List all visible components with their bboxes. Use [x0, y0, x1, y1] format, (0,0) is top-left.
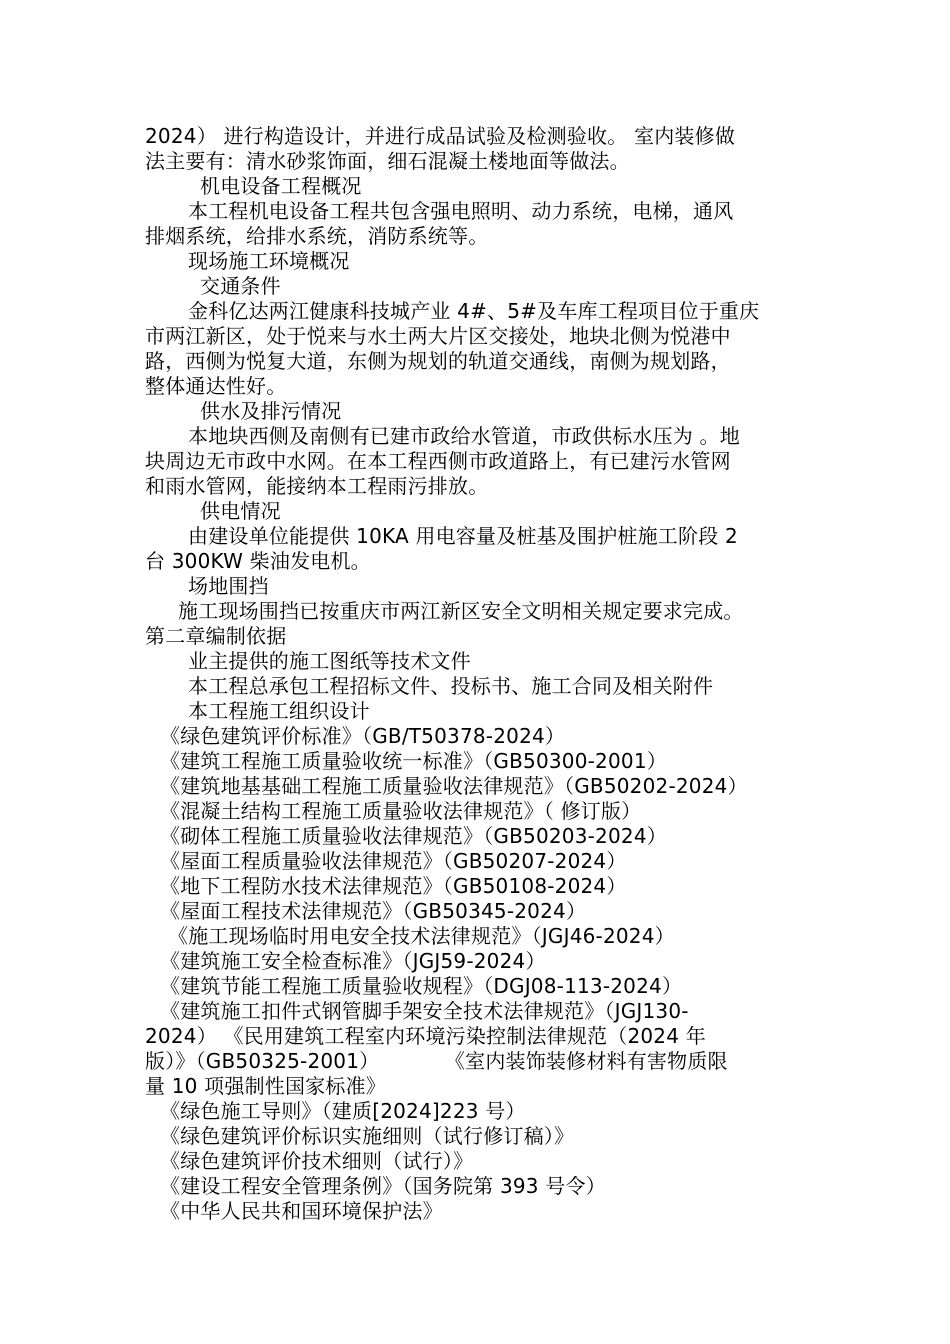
text-line-9: 市两江新区，处于悦来与水土两大片区交接处，地块北侧为悦港中 — [145, 324, 731, 348]
standard-item-9: 《施工现场临时用电安全技术法律规范》（JGJ46-2024） — [168, 924, 675, 948]
text-line-14: 块周边无市政中水网。在本工程西侧市政道路上，有已建污水管网 — [145, 449, 731, 473]
sub-heading-power: 供电情况 — [200, 499, 281, 523]
text-line-4: 本工程机电设备工程共包含强电照明、动力系统，电梯，通风 — [188, 199, 734, 223]
text-line-13: 本地块西侧及南侧有已建市政给水管道，市政供标水压为 。地 — [188, 424, 740, 448]
standard-item-14: 版）》（GB50325-2001） 《室内装饰装修材料有害物质限 — [145, 1049, 728, 1073]
sub-heading-traffic: 交通条件 — [200, 274, 281, 298]
text-line-5: 排烟系统，给排水系统，消防系统等。 — [145, 224, 489, 248]
standard-item-18: 《绿色建筑评价技术细则（试行）》 — [160, 1149, 474, 1173]
basis-item-2: 本工程总承包工程招标文件、投标书、施工合同及相关附件 — [188, 674, 714, 698]
standard-item-20: 《中华人民共和国环境保护法》 — [160, 1199, 443, 1223]
standard-item-15: 量 10 项强制性国家标准》 — [145, 1074, 386, 1098]
text-line-20: 施工现场围挡已按重庆市两江新区安全文明相关规定要求完成。 — [178, 599, 744, 623]
standard-item-3: 《建筑地基基础工程施工质量验收法律规范》（GB50202-2024） — [160, 774, 748, 798]
text-line-10: 路，西侧为悦复大道，东侧为规划的轨道交通线，南侧为规划路， — [145, 349, 731, 373]
standard-item-11: 《建筑节能工程施工质量验收规程》（DGJ08-113-2024） — [160, 974, 683, 998]
standard-item-17: 《绿色建筑评价标识实施细则（试行修订稿）》 — [160, 1124, 575, 1148]
standard-item-10: 《建筑施工安全检查标准》（JGJ59-2024） — [160, 949, 546, 973]
basis-item-1: 业主提供的施工图纸等技术文件 — [188, 649, 471, 673]
standard-item-16: 《绿色施工导则》（建质[2024]223 号） — [160, 1099, 526, 1123]
standard-item-13: 2024） 《民用建筑工程室内环境污染控制法律规范（2024 年 — [145, 1024, 706, 1048]
text-line-18: 台 300KW 柴油发电机。 — [145, 549, 371, 573]
text-line-1: 2024） 进行构造设计，并进行成品试验及检测验收。 室内装修做 — [145, 124, 736, 148]
text-line-8: 金科亿达两江健康科技城产业 4#、5#及车库工程项目位于重庆 — [188, 299, 760, 323]
text-line-11: 整体通达性好。 — [145, 374, 287, 398]
standard-item-7: 《地下工程防水技术法律规范》（GB50108-2024） — [160, 874, 627, 898]
standard-item-12: 《建筑施工扣件式钢管脚手架安全技术法律规范》（JGJ130- — [160, 999, 689, 1023]
text-line-2: 法主要有：清水砂浆饰面，细石混凝土楼地面等做法。 — [145, 149, 630, 173]
standard-item-6: 《屋面工程质量验收法律规范》（GB50207-2024） — [160, 849, 627, 873]
standard-item-1: 《绿色建筑评价标准》（GB/T50378-2024） — [160, 724, 566, 748]
sub-heading-fence: 场地围挡 — [188, 574, 269, 598]
basis-item-3: 本工程施工组织设计 — [188, 699, 370, 723]
sub-heading-water: 供水及排污情况 — [200, 399, 342, 423]
text-line-17: 由建设单位能提供 10KA 用电容量及桩基及围护桩施工阶段 2 — [188, 524, 738, 548]
section-heading-mep: 机电设备工程概况 — [200, 174, 362, 198]
chapter-heading: 第二章编制依据 — [145, 624, 287, 648]
standard-item-4: 《混凝土结构工程施工质量验收法律规范》（ 修订版） — [160, 799, 642, 823]
section-heading-site: 现场施工环境概况 — [188, 249, 350, 273]
standard-item-8: 《屋面工程技术法律规范》（GB50345-2024） — [160, 899, 587, 923]
text-line-15: 和雨水管网，能接纳本工程雨污排放。 — [145, 474, 489, 498]
standard-item-5: 《砌体工程施工质量验收法律规范》（GB50203-2024） — [160, 824, 667, 848]
standard-item-19: 《建设工程安全管理条例》（国务院第 393 号令） — [160, 1174, 606, 1198]
standard-item-2: 《建筑工程施工质量验收统一标准》（GB50300-2001） — [160, 749, 667, 773]
